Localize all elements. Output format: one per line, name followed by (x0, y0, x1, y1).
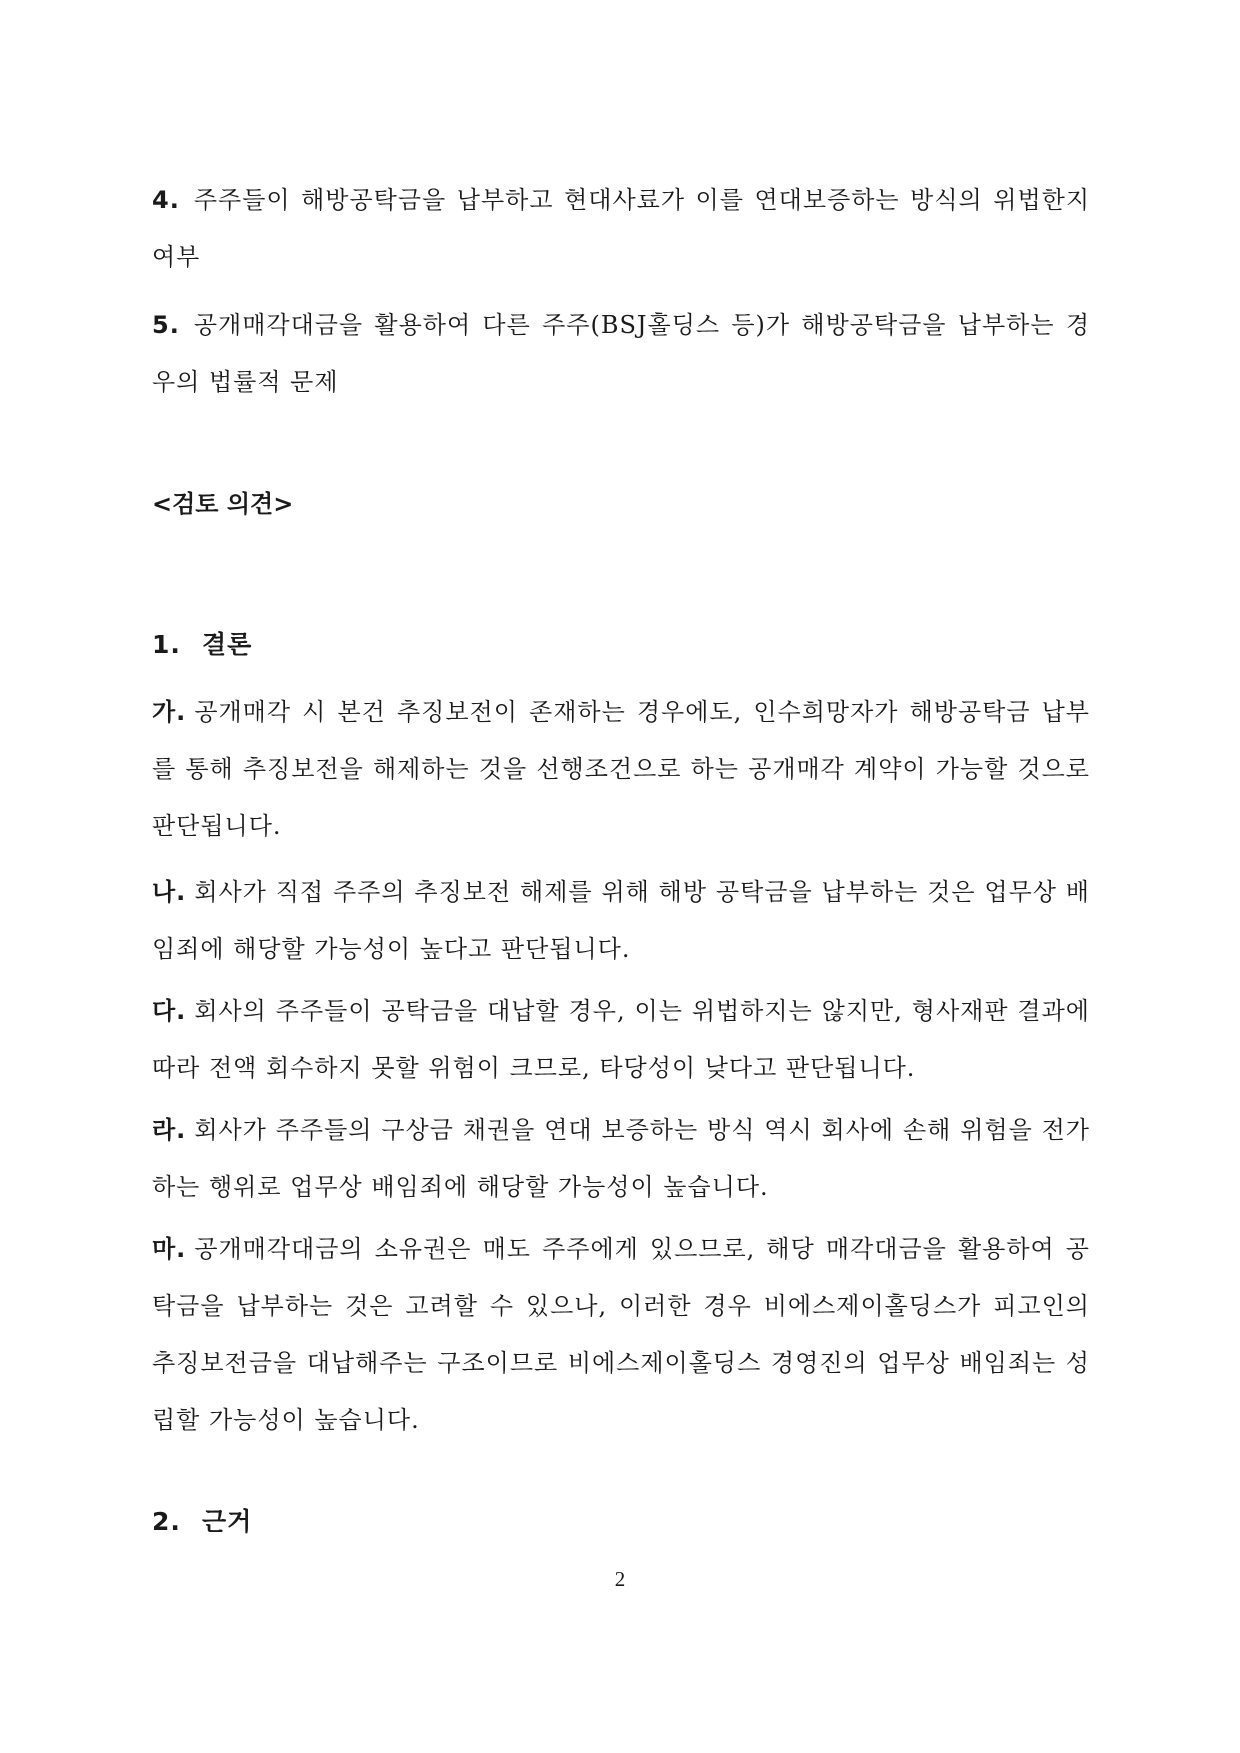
section-number: 2. (152, 1507, 181, 1536)
section-number: 1. (152, 630, 181, 659)
question-item-4 (152, 172, 1090, 286)
section-heading-basis (152, 1502, 252, 1538)
conclusion-item-ra (152, 1102, 1090, 1216)
conclusion-text: 회사의 주주들이 공탁금을 대납할 경우, 이는 위법하지는 않지만, 형사재판 결과에 따라 전액 회수하지 못할 위험이 크므로, 타당성이 낮다고 판단됩니다. (152, 997, 1090, 1082)
conclusion-marker: 마. (152, 1235, 187, 1263)
question-text: 공개매각대금을 활용하여 다른 주주(BSJ홀딩스 등)가 해방공탁금을 납부하는 경우의 법률적 문제 (152, 311, 1090, 396)
conclusion-text: 공개매각대금의 소유권은 매도 주주에게 있으므로, 해당 매각대금을 활용하여 공탁금을 납부하는 것은 고려할 수 있으나, 이러한 경우 비에스제이홀딩스가 피고인의 추징보전금을 대납해주는 구조이므로 비에스제이홀딩스 경영진의 업무상 배임죄는 성립할 가능성이 높습니다. (152, 1235, 1090, 1434)
review-heading: <검토 의견> (152, 490, 294, 518)
conclusion-item-ma (152, 1221, 1090, 1449)
conclusion-item-da (152, 983, 1090, 1097)
conclusion-marker: 나. (152, 878, 187, 906)
section-heading-conclusion (152, 625, 252, 661)
question-text: 주주들이 해방공탁금을 납부하고 현대사료가 이를 연대보증하는 방식의 위법한지 여부 (152, 186, 1090, 271)
conclusion-text: 회사가 직접 주주의 추징보전 해제를 위해 해방 공탁금을 납부하는 것은 업무상 배임죄에 해당할 가능성이 높다고 판단됩니다. (152, 878, 1090, 963)
question-number: 4. (152, 186, 180, 214)
conclusion-text: 회사가 주주들의 구상금 채권을 연대 보증하는 방식 역시 회사에 손해 위험을 전가하는 행위로 업무상 배임죄에 해당할 가능성이 높습니다. (152, 1116, 1090, 1201)
conclusion-marker: 가. (152, 698, 187, 726)
conclusion-text: 공개매각 시 본건 추징보전이 존재하는 경우에도, 인수희망자가 해방공탁금 납부를 통해 추징보전을 해제하는 것을 선행조건으로 하는 공개매각 계약이 가능할 것으로 판단됩니다. (152, 698, 1090, 840)
conclusion-marker: 다. (152, 997, 187, 1025)
section-title: 근거 (202, 1507, 253, 1536)
question-item-5 (152, 297, 1090, 411)
question-number: 5. (152, 311, 180, 339)
conclusion-item-ga (152, 684, 1090, 855)
page-number: 2 (614, 1567, 626, 1591)
conclusion-item-na (152, 864, 1090, 978)
conclusion-marker: 라. (152, 1116, 187, 1144)
section-title: 결론 (202, 630, 253, 659)
